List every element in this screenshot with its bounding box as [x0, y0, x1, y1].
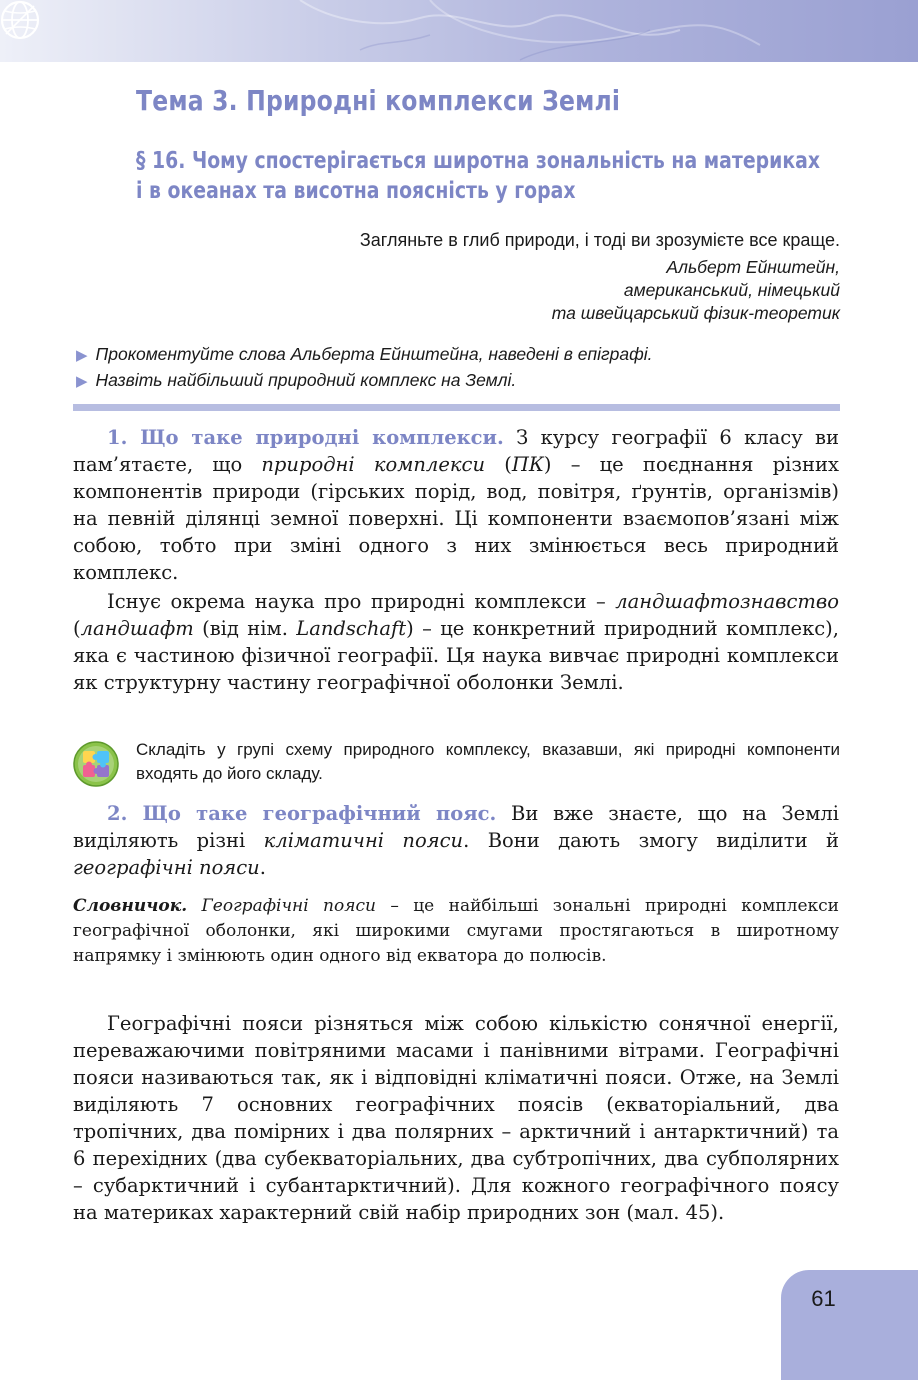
- epigraph-quote: Загляньте в глиб природи, і тоді ви зрозумієте все краще.: [359, 230, 840, 250]
- task-item: [76, 342, 836, 368]
- text-run: Існує окрема наука про природні комплекси –: [107, 590, 616, 613]
- term-italic: географічні пояси: [73, 856, 260, 879]
- term-italic: ПК: [511, 453, 544, 476]
- group-activity: [73, 738, 840, 790]
- section-title-line1: § 16. Чому спостерігається широтна зональність на материках: [136, 148, 821, 174]
- text-run: (від нім.: [193, 617, 297, 640]
- term-italic: ландшафт: [80, 617, 194, 640]
- paragraph-belts-list: [73, 1010, 839, 1226]
- page-number: 61: [811, 1286, 836, 1311]
- triangle-bullet-icon: ▶: [76, 373, 88, 390]
- task-text: Прокоментуйте слова Альберта Ейнштейна, наведені в епіграфі.: [95, 344, 653, 364]
- text-run: Географічні пояси різняться між собою кількістю сонячної енергії, переважаючими повітряними масами і панівними вітрами. Географічні пояси називаються так, як і відповідні кліматичні пояси. Отже, на Землі виділяють 7 основних географічних поясів (екваторіальний, два тропічних, два помірних і два полярних – арктичний і антарктичний) та 6 перехідних (два субекваторіальних, два субтропічних, два субполярних – субарктичний і субантарктичний). Для кожного географічного поясу на материках характерний свій набір природних зон (мал. 45).: [73, 1012, 839, 1224]
- text-run: (: [73, 617, 81, 640]
- section-title: [136, 146, 821, 206]
- text-run: ) – це поєднання різних компонентів природи (гірських порід, вод, повітря, ґрунтів, організмів) на певній ділянці земної поверхні. Ці компоненти взаємопов’язані між собою, тобто при зміні одного з них змінюється весь природний комплекс.: [73, 453, 839, 584]
- paragraph-landscape-science: [73, 588, 839, 696]
- text-run: (: [485, 453, 512, 476]
- glossary-word: Географічні пояси: [187, 896, 376, 916]
- activity-text: Складіть у групі схему природного комплексу, вказавши, які природні компоненти входять до його складу.: [136, 740, 840, 783]
- globe-icon: [0, 0, 40, 40]
- term-italic: Landschaft: [296, 617, 407, 640]
- term-italic: природні комплекси: [261, 453, 486, 476]
- term-italic: ландшафтознавство: [615, 590, 839, 613]
- subsection-heading: 2. Що таке географічний пояс.: [107, 802, 497, 825]
- text-run: .: [259, 856, 266, 879]
- text-run: З курсу географії 6 класу ви пам’ятаєте, що: [73, 426, 839, 476]
- subsection-heading: 1. Що таке природні комплекси.: [107, 426, 504, 449]
- task-item: [76, 368, 836, 394]
- glossary-label: Словничок.: [73, 896, 188, 916]
- paragraph-geographic-belt: [73, 800, 839, 881]
- text-run: ) – це конкретний природний комплекс), яка є частиною фізичної географії. Ця наука вивчає природні комплекси як структурну частину географічної оболонки Землі.: [73, 617, 839, 694]
- task-text: Назвіть найбільший природний комплекс на Землі.: [95, 370, 517, 390]
- section-divider: [73, 404, 840, 411]
- triangle-bullet-icon: ▶: [76, 347, 88, 364]
- epigraph: [240, 229, 840, 325]
- epigraph-author-desc1: американський, німецький: [623, 280, 840, 300]
- epigraph-author-desc2: та швейцарський фізик-теоретик: [551, 303, 840, 323]
- map-texture: [0, 0, 918, 62]
- text-run: . Вони дають змогу виділити й: [463, 829, 839, 852]
- glossary-definition: – це найбільші зональні природні комплекси географічної оболонки, які широкими смугами простягаються в широтному напрямку і змінюють один одного від екватора до полюсів.: [73, 896, 839, 966]
- theme-title: Тема 3. Природні комплекси Землі: [136, 84, 621, 117]
- glossary-note: [73, 894, 839, 969]
- epigraph-author: Альберт Ейнштейн,: [666, 257, 840, 277]
- warmup-tasks: [76, 342, 836, 394]
- text-run: Ви вже знаєте, що на Землі виділяють різні: [73, 802, 839, 852]
- section-title-line2: і в океанах та висотна поясність у горах: [136, 178, 576, 204]
- puzzle-icon: [73, 741, 119, 787]
- paragraph-natural-complexes: [73, 424, 839, 586]
- header-map-band: [0, 0, 918, 62]
- term-italic: кліматичні пояси: [263, 829, 464, 852]
